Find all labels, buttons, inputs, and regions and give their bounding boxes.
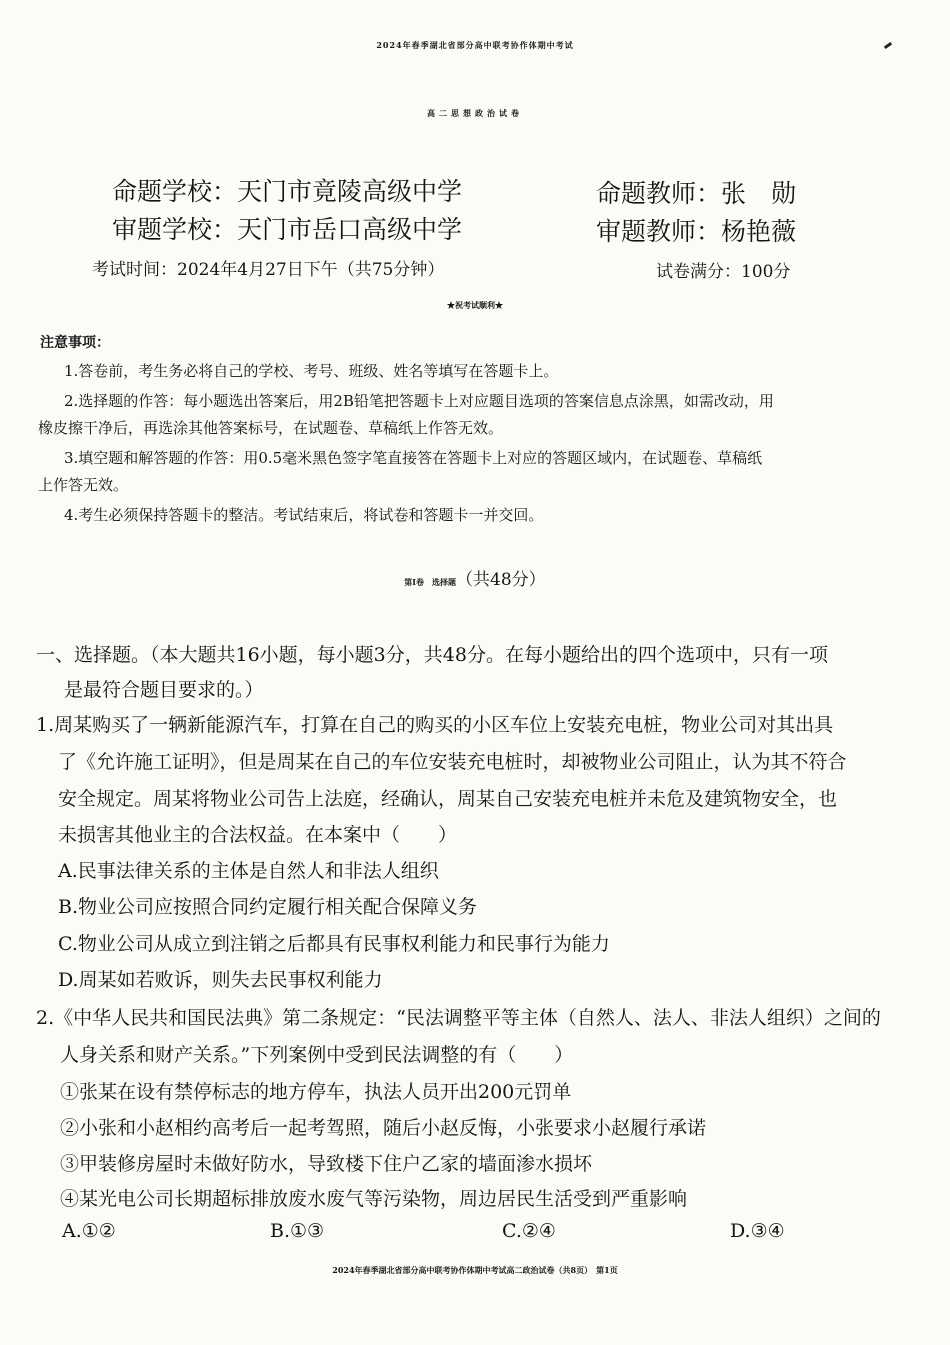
q2-option-a: A.①② xyxy=(62,1220,116,1242)
setter-school: 命题学校：天门市竟陵高级中学 xyxy=(112,177,463,206)
part-one-instructions: 一、选择题。（本大题共16小题，每小题3分，共48分。在每小题给出的四个选项中，只有一项 xyxy=(36,644,828,666)
part-one-instructions-cont: 是最符合题目要求的。） xyxy=(64,679,264,701)
q2-statement-2: ②小张和小赵相约高考后一起考驾照，随后小赵反悔，小张要求小赵履行承诺 xyxy=(60,1117,707,1139)
q1-option-c: C.物业公司从成立到注销之后都具有民事权利能力和民事行为能力 xyxy=(58,933,610,955)
reviewer-school: 审题学校：天门市岳口高级中学 xyxy=(112,215,463,244)
full-score: 试卷满分：100分 xyxy=(656,262,791,282)
page-footer: 2024年春季湖北省部分高中联考协作体期中考试高二政治试卷（共8页） 第1页 xyxy=(332,1265,618,1275)
notice-title: 注意事项： xyxy=(40,335,110,351)
notice-item-3: 3.填空题和解答题的作答：用0.5毫米黑色签字笔直接答在答题卡上对应的答题区域内，在试题卷、草稿纸 xyxy=(64,449,763,467)
q2-stem-line-2: 人身关系和财产关系。”下列案例中受到民法调整的有（ ） xyxy=(60,1044,574,1066)
q2-option-d: D.③④ xyxy=(730,1220,785,1242)
q1-option-b: B.物业公司应按照合同约定履行相关配合保障义务 xyxy=(58,896,478,918)
notice-item-2-cont: 橡皮擦干净后，再选涂其他答案标号，在试题卷、草稿纸上作答无效。 xyxy=(38,419,504,437)
notice-item-2: 2.选择题的作答：每小题选出答案后，用2B铅笔把答题卡上对应题目选项的答案信息点涂黑，如需改动，用 xyxy=(64,392,774,410)
reviewer-teacher: 审题教师：杨艳薇 xyxy=(596,217,797,246)
q2-option-c: C.②④ xyxy=(502,1220,556,1242)
section-score: （共48分） xyxy=(456,570,546,590)
section-heading xyxy=(0,565,950,590)
q2-statement-3: ③甲装修房屋时未做好防水，导致楼下住户乙家的墙面渗水损坏 xyxy=(60,1153,593,1175)
q1-stem-line-3: 安全规定。周某将物业公司告上法庭，经确认，周某自己安装充电桩并未危及建筑物安全，也 xyxy=(58,788,838,810)
exam-title: 2024年春季湖北省部分高中联考协作体期中考试 xyxy=(376,40,574,50)
q1-stem-line-2: 了《允许施工证明》，但是周某在自己的车位安装充电桩时，却被物业公司阻止，认为其不符合 xyxy=(58,751,847,773)
notice-item-4: 4.考生必须保持答题卡的整洁。考试结束后，将试卷和答题卡一并交回。 xyxy=(64,506,544,524)
q2-statement-1: ①张某在设有禁停标志的地方停车，执法人员开出200元罚单 xyxy=(60,1081,572,1103)
paper-title: 高二思想政治试卷 xyxy=(427,108,523,118)
notice-item-1: 1.答卷前，考生务必将自己的学校、考号、班级、姓名等填写在答题卡上。 xyxy=(64,362,559,380)
section-title: 第Ⅰ卷 选择题 xyxy=(404,577,457,587)
setter-teacher: 命题教师：张 勋 xyxy=(596,179,797,208)
q1-stem-line-1: 1.周某购买了一辆新能源汽车，打算在自己的购买的小区车位上安装充电桩，物业公司对其出具 xyxy=(36,714,834,736)
q1-option-d: D.周某如若败诉，则失去民事权利能力 xyxy=(58,969,383,991)
q2-option-b: B.①③ xyxy=(270,1220,325,1242)
notice-item-3-cont: 上作答无效。 xyxy=(38,476,129,494)
q1-stem-line-4: 未损害其他业主的合法权益。在本案中（ ） xyxy=(58,824,458,846)
q2-stem-line-1: 2.《中华人民共和国民法典》第二条规定：“民法调整平等主体（自然人、法人、非法人组织）之间的 xyxy=(36,1007,881,1029)
good-luck-banner: ★祝考试顺利★ xyxy=(447,300,503,310)
q1-option-a: A.民事法律关系的主体是自然人和非法人组织 xyxy=(58,860,439,882)
exam-time: 考试时间：2024年4月27日下午（共75分钟） xyxy=(92,260,445,280)
q2-statement-4: ④某光电公司长期超标排放废水废气等污染物，周边居民生活受到严重影响 xyxy=(60,1188,688,1210)
